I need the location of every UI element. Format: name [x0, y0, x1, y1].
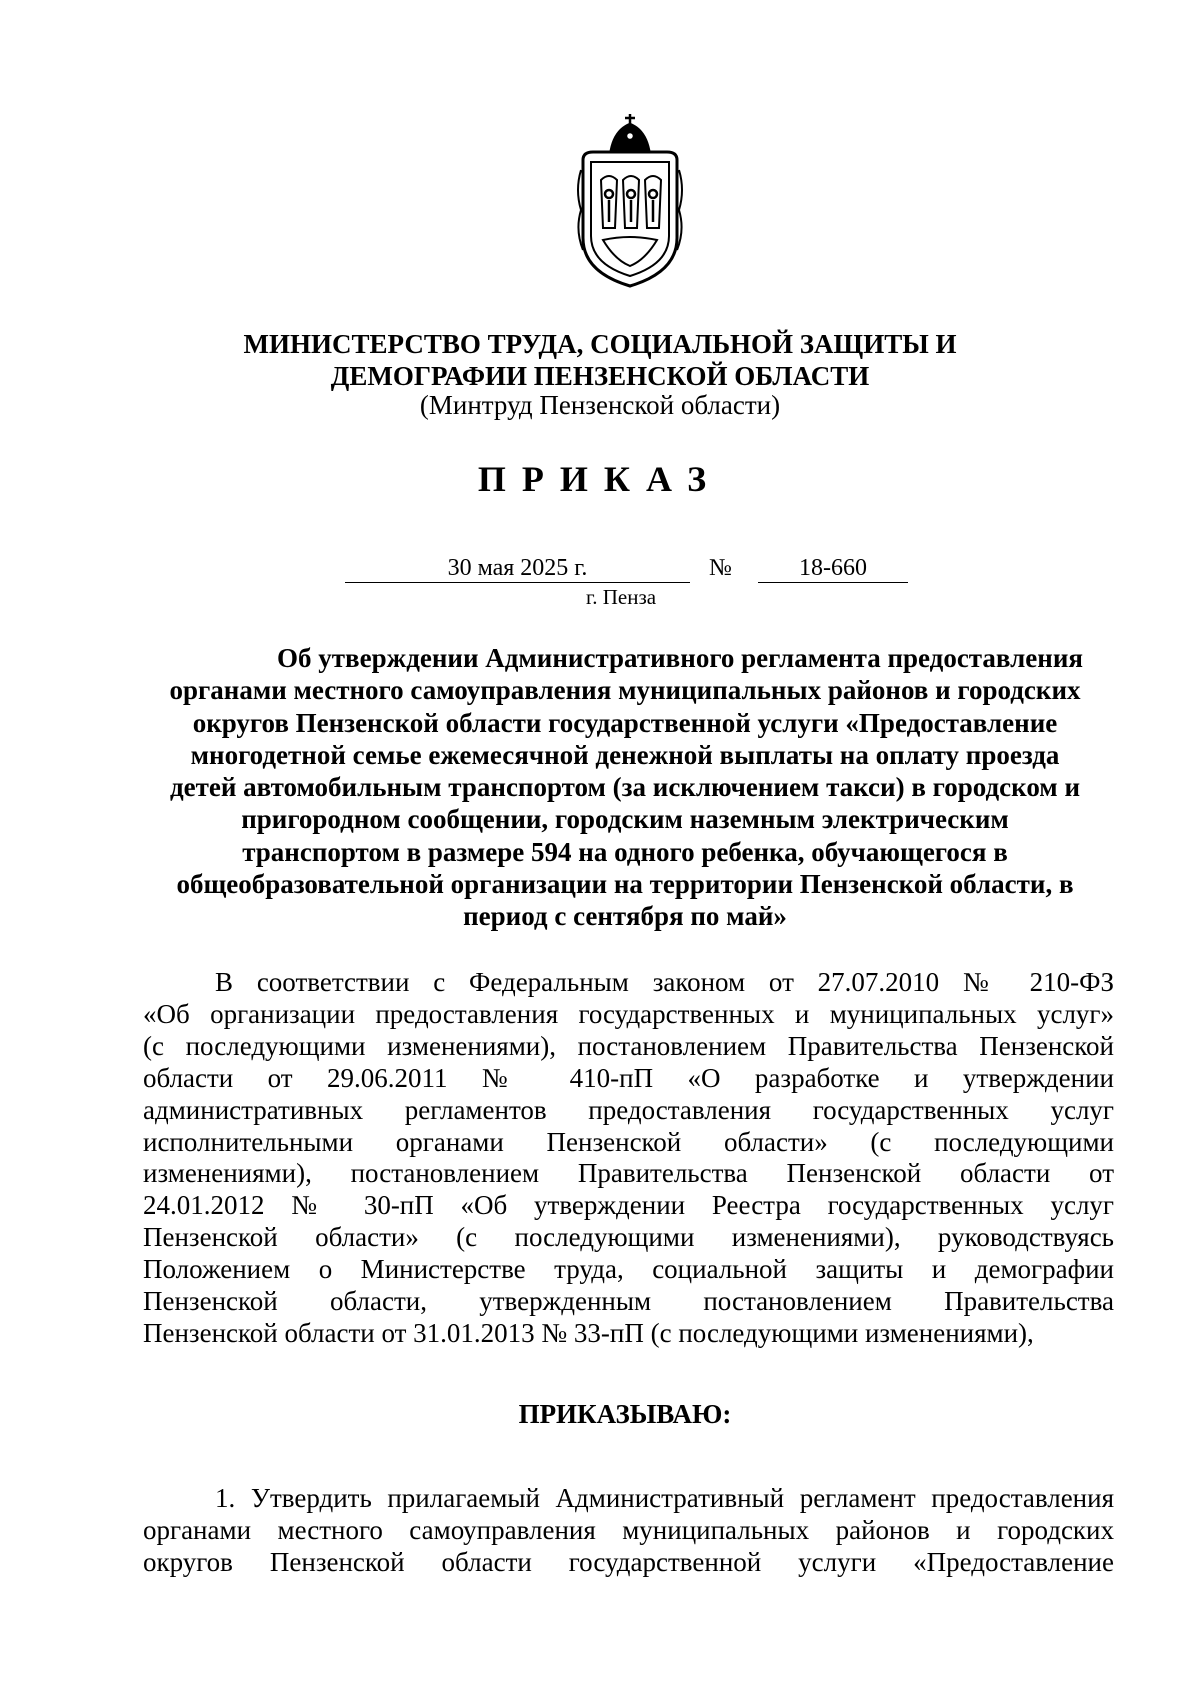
order-item-1: [143, 1482, 1114, 1578]
subject-line: Об утверждении Административного регламента предоставления: [277, 643, 1083, 673]
paragraph-line: Пензенской области, утвержденным постановлением Правительства: [143, 1286, 1114, 1317]
paragraph-line: области от 29.06.2011 № 410-пП «О разработке и утверждении: [143, 1062, 1114, 1093]
penza-coat-of-arms-emblem: [575, 110, 685, 290]
item-line: округов Пензенской области государственной услуги «Предоставление: [143, 1547, 1114, 1577]
subject-line: пригородном сообщении, городским наземным электрическим: [241, 804, 1009, 835]
subject-line: транспортом в размере 594 на одного ребенка, обучающегося в: [242, 836, 1008, 867]
subject-line: детей автомобильным транспортом (за исключением такси) в городском и: [169, 772, 1081, 803]
document-date: 30 мая 2025 г.: [345, 554, 690, 583]
subject-line: период с сентября по май»: [463, 901, 787, 932]
paragraph-line: исполнительными органами Пензенской области» (с последующими: [143, 1126, 1114, 1157]
subject-line: общеобразовательной организации на территории Пензенской области, в: [176, 869, 1074, 900]
ministry-name-line: ДЕМОГРАФИИ ПЕНЗЕНСКОЙ ОБЛАСТИ: [330, 361, 870, 391]
subject-line: многодетной семье ежемесячной денежной выплаты на оплату проезда: [190, 739, 1060, 770]
document-subject: [140, 642, 1110, 933]
ministry-name: [140, 328, 1060, 392]
paragraph-line: Пензенской области» (с последующими изменениями), руководствуясь: [143, 1222, 1114, 1253]
number-sign: №: [709, 555, 732, 581]
subject-line: органами местного самоуправления муниципальных районов и городских: [169, 675, 1081, 706]
paragraph-line: административных регламентов предоставления государственных услуг: [143, 1094, 1114, 1125]
item-line: органами местного самоуправления муниципальных районов и городских: [143, 1515, 1114, 1545]
document-type-title: ПРИКАЗ: [477, 459, 723, 499]
legal-basis-paragraph: [143, 967, 1114, 1350]
paragraph-line: 24.01.2012 № 30-пП «Об утверждении Реестра государственных услуг: [143, 1190, 1114, 1221]
ministry-short-name: (Минтруд Пензенской области): [419, 390, 781, 420]
paragraph-line: Положением о Министерстве труда, социальной защиты и демографии: [143, 1254, 1114, 1285]
subject-line: округов Пензенской области государственной услуги «Предоставление: [192, 707, 1058, 738]
paragraph-line: изменениями), постановлением Правительства Пензенской области от: [143, 1158, 1114, 1189]
paragraph-line: В соответствии с Федеральным законом от 27.07.2010 № 210-ФЗ: [215, 967, 1114, 997]
paragraph-line: «Об организации предоставления государственных и муниципальных услуг»: [143, 998, 1114, 1029]
order-directive-heading: ПРИКАЗЫВАЮ:: [518, 1399, 732, 1429]
document-city: г. Пенза: [586, 585, 657, 609]
item-line: 1. Утвердить прилагаемый Административный регламент предоставления: [215, 1483, 1114, 1513]
document-number: 18-660: [758, 554, 908, 583]
ministry-name-line: МИНИСТЕРСТВО ТРУДА, СОЦИАЛЬНОЙ ЗАЩИТЫ И: [243, 329, 957, 359]
paragraph-line: Пензенской области от 31.01.2013 № 33-пП (с последующими изменениями),: [143, 1317, 1034, 1348]
paragraph-line: (с последующими изменениями), постановлением Правительства Пензенской: [143, 1030, 1114, 1061]
